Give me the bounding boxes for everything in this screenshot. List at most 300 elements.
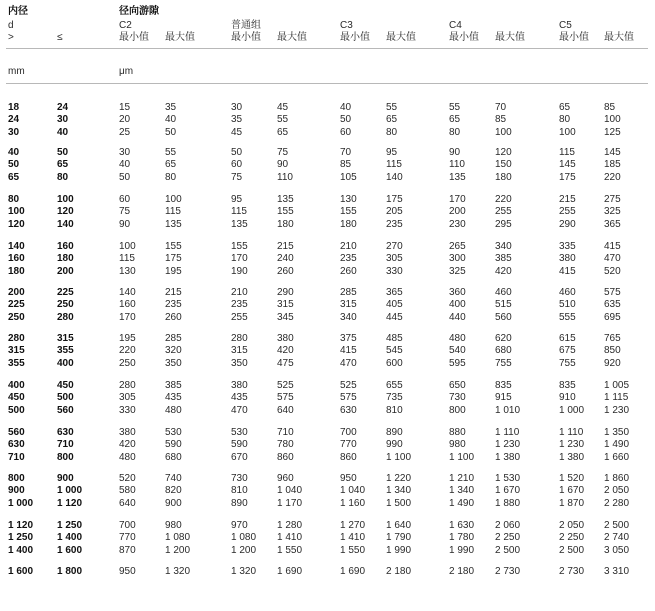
bore-from-cell: 200 — [8, 287, 25, 298]
clearance-value-cell: 60 — [231, 159, 243, 171]
bore-from-cell: 800 — [8, 473, 25, 484]
bore-from-cell: 560 — [8, 427, 25, 438]
clearance-value-cell: 1 115 — [604, 392, 629, 404]
clearance-value-cell: 145 — [559, 159, 576, 171]
bore-to-cell: 400 — [57, 357, 74, 369]
clearance-value-cell: 2 180 — [449, 566, 475, 577]
clearance-value-cell: 195 — [119, 333, 136, 344]
clearance-value-cell: 555 — [559, 311, 576, 323]
clearance-value-cell: 1 080 — [231, 532, 257, 544]
clearance-value-cell: 260 — [165, 311, 182, 323]
clearance-value-cell: 90 — [119, 218, 131, 230]
clearance-value-cell: 170 — [449, 194, 466, 205]
clearance-value-cell: 385 — [165, 380, 182, 391]
bore-to-cell: 24 — [57, 102, 69, 113]
clearance-value-cell: 880 — [449, 427, 466, 438]
bore-from-cell: 400 — [8, 380, 25, 391]
clearance-value-cell: 155 — [277, 206, 294, 218]
clearance-value-cell: 65 — [386, 114, 398, 126]
clearance-value-cell: 485 — [386, 333, 403, 344]
clearance-value-cell: 340 — [495, 241, 512, 252]
clearance-value-cell: 990 — [386, 439, 403, 451]
clearance-value-cell: 295 — [495, 218, 512, 230]
clearance-value-cell: 630 — [340, 404, 357, 416]
clearance-value-cell: 380 — [559, 253, 576, 265]
clearance-value-cell: 1 040 — [340, 485, 366, 497]
clearance-value-cell: 1 670 — [495, 485, 521, 497]
clearance-value-cell: 695 — [604, 311, 621, 323]
clearance-value-cell: 515 — [495, 299, 512, 311]
clearance-value-cell: 835 — [495, 380, 512, 391]
clearance-value-cell: 360 — [449, 287, 466, 298]
bore-from-cell: 280 — [8, 333, 25, 344]
bore-to-cell: 1 120 — [57, 497, 83, 509]
bore-from-cell: 24 — [8, 114, 20, 126]
bore-to-cell: 80 — [57, 171, 69, 183]
clearance-value-cell: 780 — [277, 439, 294, 451]
clearance-value-cell: 420 — [119, 439, 136, 451]
clearance-value-cell: 755 — [495, 357, 512, 369]
clearance-value-cell: 860 — [340, 451, 357, 463]
clearance-value-cell: 670 — [231, 451, 248, 463]
clearance-value-cell: 110 — [277, 171, 293, 183]
clearance-value-cell: 460 — [559, 287, 576, 298]
clearance-value-cell: 185 — [604, 159, 621, 171]
bore-from-cell: 355 — [8, 357, 25, 369]
bore-to-cell: 120 — [57, 206, 74, 218]
clearance-value-cell: 730 — [449, 392, 466, 404]
bore-to-cell: 900 — [57, 473, 74, 484]
clearance-value-cell: 1 040 — [277, 485, 303, 497]
clearance-value-cell: 1 100 — [449, 451, 475, 463]
bore-to-cell: 250 — [57, 299, 74, 311]
bore-from-cell: 100 — [8, 206, 25, 218]
clearance-value-cell: 950 — [340, 473, 357, 484]
clearance-value-cell: 125 — [604, 126, 621, 138]
clearance-value-cell: 100 — [165, 194, 182, 205]
clearance-value-cell: 115 — [386, 159, 402, 171]
clearance-value-cell: 115 — [231, 206, 247, 218]
clearance-value-cell: 80 — [165, 171, 177, 183]
clearance-value-cell: 810 — [231, 485, 248, 497]
bore-from-cell: 450 — [8, 392, 25, 404]
clearance-value-cell: 1 410 — [277, 532, 303, 544]
clearance-value-cell: 1 340 — [449, 485, 475, 497]
bore-to-cell: 355 — [57, 345, 74, 357]
clearance-value-cell: 265 — [449, 241, 466, 252]
clearance-value-cell: 1 520 — [559, 473, 585, 484]
clearance-value-cell: 440 — [449, 311, 466, 323]
clearance-value-cell: 255 — [231, 311, 248, 323]
clearance-value-cell: 135 — [277, 194, 294, 205]
clearance-value-cell: 755 — [559, 357, 576, 369]
clearance-value-cell: 210 — [340, 241, 357, 252]
clearance-value-cell: 1 230 — [495, 439, 521, 451]
clearance-value-cell: 1 640 — [386, 520, 412, 531]
clearance-value-cell: 285 — [165, 333, 182, 344]
clearance-value-cell: 545 — [386, 345, 403, 357]
clearance-value-cell: 100 — [495, 126, 512, 138]
clearance-value-cell: 15 — [119, 102, 131, 113]
clearance-value-cell: 2 250 — [559, 532, 585, 544]
clearance-value-cell: 480 — [449, 333, 466, 344]
clearance-value-cell: 1 230 — [604, 404, 630, 416]
bore-from-cell: 250 — [8, 311, 25, 323]
clearance-value-cell: 1 320 — [165, 566, 191, 577]
clearance-value-cell: 1 410 — [340, 532, 366, 544]
clearance-value-cell: 1 380 — [559, 451, 585, 463]
group-header-c2: C2 — [119, 20, 132, 31]
max-label: 最大值 — [604, 32, 634, 43]
clearance-value-cell: 55 — [386, 102, 398, 113]
clearance-value-cell: 220 — [495, 194, 512, 205]
clearance-value-cell: 2 060 — [495, 520, 521, 531]
clearance-value-cell: 140 — [119, 287, 136, 298]
bore-to-cell: 710 — [57, 439, 74, 451]
bore-to-cell: 140 — [57, 218, 74, 230]
clearance-value-cell: 2 500 — [559, 544, 585, 556]
bore-from-cell: 1 120 — [8, 520, 34, 531]
clearance-value-cell: 2 500 — [495, 544, 521, 556]
max-label: 最大值 — [495, 32, 525, 43]
clearance-value-cell: 415 — [604, 241, 621, 252]
clearance-value-cell: 115 — [119, 253, 135, 265]
bore-to-cell: 200 — [57, 265, 74, 277]
clearance-value-cell: 30 — [231, 102, 243, 113]
clearance-value-cell: 80 — [449, 126, 461, 138]
clearance-value-cell: 380 — [119, 427, 136, 438]
clearance-value-cell: 70 — [495, 102, 507, 113]
clearance-value-cell: 735 — [386, 392, 403, 404]
clearance-value-cell: 100 — [604, 114, 621, 126]
clearance-value-cell: 475 — [277, 357, 294, 369]
bore-from-cell: 65 — [8, 171, 20, 183]
clearance-value-cell: 330 — [386, 265, 403, 277]
clearance-value-cell: 1 320 — [231, 566, 257, 577]
clearance-value-cell: 2 050 — [604, 485, 630, 497]
bore-to-cell: 800 — [57, 451, 74, 463]
clearance-value-cell: 65 — [449, 114, 461, 126]
clearance-value-cell: 365 — [604, 218, 621, 230]
clearance-value-cell: 380 — [277, 333, 294, 344]
clearance-value-cell: 420 — [277, 345, 294, 357]
clearance-value-cell: 415 — [559, 265, 576, 277]
clearance-value-cell: 920 — [604, 357, 621, 369]
clearance-value-cell: 95 — [231, 194, 243, 205]
clearance-value-cell: 560 — [495, 311, 512, 323]
clearance-value-cell: 1 990 — [449, 544, 475, 556]
clearance-value-cell: 1 670 — [559, 485, 585, 497]
clearance-value-cell: 35 — [231, 114, 243, 126]
clearance-value-cell: 290 — [277, 287, 294, 298]
clearance-value-cell: 510 — [559, 299, 576, 311]
clearance-value-cell: 770 — [119, 532, 136, 544]
clearance-value-cell: 590 — [165, 439, 182, 451]
clearance-value-cell: 110 — [449, 159, 465, 171]
clearance-value-cell: 155 — [231, 241, 248, 252]
clearance-value-cell: 1 990 — [386, 544, 412, 556]
clearance-value-cell: 50 — [231, 147, 243, 158]
group-header-normal: 普通组 — [231, 20, 261, 31]
clearance-value-cell: 55 — [449, 102, 461, 113]
clearance-value-cell: 215 — [277, 241, 294, 252]
bore-to-cell: 1 000 — [57, 485, 83, 497]
clearance-value-cell: 980 — [449, 439, 466, 451]
clearance-value-cell: 85 — [495, 114, 507, 126]
bore-from-cell: 180 — [8, 265, 25, 277]
clearance-value-cell: 1 530 — [495, 473, 521, 484]
clearance-value-cell: 350 — [231, 357, 248, 369]
clearance-value-cell: 135 — [231, 218, 248, 230]
clearance-value-cell: 335 — [559, 241, 576, 252]
unit-um: μm — [119, 66, 134, 77]
max-label: 最大值 — [386, 32, 416, 43]
clearance-value-cell: 45 — [277, 102, 289, 113]
clearance-value-cell: 1 340 — [386, 485, 412, 497]
group-header-c5: C5 — [559, 20, 572, 31]
clearance-value-cell: 135 — [165, 218, 182, 230]
max-label: 最大值 — [165, 32, 195, 43]
clearance-value-cell: 675 — [559, 345, 576, 357]
clearance-value-cell: 235 — [340, 253, 357, 265]
clearance-value-cell: 1 270 — [340, 520, 366, 531]
clearance-value-cell: 105 — [340, 171, 357, 183]
clearance-value-cell: 1 780 — [449, 532, 475, 544]
le-label: ≤ — [57, 32, 63, 43]
clearance-value-cell: 740 — [165, 473, 182, 484]
clearance-value-cell: 710 — [277, 427, 294, 438]
clearance-value-cell: 400 — [449, 299, 466, 311]
clearance-value-cell: 2 050 — [559, 520, 585, 531]
clearance-value-cell: 1 000 — [559, 404, 585, 416]
clearance-value-cell: 305 — [119, 392, 136, 404]
clearance-value-cell: 460 — [495, 287, 512, 298]
clearance-title: 径向游隙 — [119, 6, 159, 17]
clearance-value-cell: 115 — [165, 206, 181, 218]
clearance-value-cell: 580 — [119, 485, 136, 497]
clearance-value-cell: 210 — [231, 287, 248, 298]
clearance-value-cell: 235 — [386, 218, 403, 230]
max-label: 最大值 — [277, 32, 307, 43]
clearance-value-cell: 915 — [495, 392, 512, 404]
unit-mm: mm — [8, 66, 25, 77]
clearance-value-cell: 590 — [231, 439, 248, 451]
bore-to-cell: 1 250 — [57, 520, 83, 531]
clearance-value-cell: 1 880 — [495, 497, 521, 509]
bore-to-cell: 40 — [57, 126, 69, 138]
bore-from-cell: 160 — [8, 253, 25, 265]
bore-from-cell: 140 — [8, 241, 25, 252]
clearance-value-cell: 175 — [386, 194, 403, 205]
clearance-value-cell: 255 — [559, 206, 576, 218]
clearance-value-cell: 365 — [386, 287, 403, 298]
clearance-value-cell: 75 — [277, 147, 289, 158]
clearance-value-cell: 910 — [559, 392, 576, 404]
clearance-value-cell: 55 — [277, 114, 289, 126]
bore-from-cell: 18 — [8, 102, 20, 113]
clearance-value-cell: 435 — [231, 392, 248, 404]
clearance-value-cell: 230 — [449, 218, 466, 230]
clearance-value-cell: 420 — [495, 265, 512, 277]
clearance-value-cell: 45 — [231, 126, 243, 138]
clearance-value-cell: 200 — [449, 206, 466, 218]
clearance-value-cell: 960 — [277, 473, 294, 484]
clearance-value-cell: 540 — [449, 345, 466, 357]
clearance-value-cell: 1 110 — [495, 427, 520, 438]
clearance-value-cell: 1 550 — [277, 544, 303, 556]
bore-from-cell: 900 — [8, 485, 25, 497]
clearance-value-cell: 835 — [559, 380, 576, 391]
clearance-value-cell: 1 280 — [277, 520, 303, 531]
clearance-value-cell: 810 — [386, 404, 403, 416]
clearance-value-cell: 50 — [340, 114, 352, 126]
clearance-value-cell: 170 — [119, 311, 136, 323]
clearance-value-cell: 575 — [277, 392, 294, 404]
clearance-value-cell: 2 740 — [604, 532, 630, 544]
bore-from-cell: 500 — [8, 404, 25, 416]
min-label: 最小值 — [119, 32, 149, 43]
bore-to-cell: 1 800 — [57, 566, 83, 577]
clearance-value-cell: 80 — [559, 114, 571, 126]
clearance-value-cell: 30 — [119, 147, 131, 158]
clearance-value-cell: 575 — [340, 392, 357, 404]
clearance-value-cell: 65 — [277, 126, 289, 138]
clearance-value-cell: 1 100 — [386, 451, 412, 463]
clearance-value-cell: 40 — [119, 159, 131, 171]
clearance-value-cell: 525 — [340, 380, 357, 391]
clearance-value-cell: 890 — [231, 497, 248, 509]
clearance-value-cell: 255 — [495, 206, 512, 218]
clearance-value-cell: 2 180 — [386, 566, 412, 577]
clearance-value-cell: 135 — [449, 171, 466, 183]
clearance-value-cell: 1 860 — [604, 473, 630, 484]
clearance-value-cell: 85 — [604, 102, 616, 113]
bore-to-cell: 280 — [57, 311, 74, 323]
bore-from-cell: 40 — [8, 147, 20, 158]
clearance-value-cell: 1 200 — [231, 544, 257, 556]
clearance-value-cell: 765 — [604, 333, 621, 344]
clearance-value-cell: 320 — [165, 345, 182, 357]
clearance-value-cell: 530 — [231, 427, 248, 438]
bore-from-cell: 1 250 — [8, 532, 34, 544]
bore-to-cell: 30 — [57, 114, 69, 126]
clearance-value-cell: 480 — [119, 451, 136, 463]
clearance-value-cell: 1 005 — [604, 380, 630, 391]
clearance-value-cell: 195 — [165, 265, 182, 277]
clearance-value-cell: 415 — [340, 345, 357, 357]
clearance-value-cell: 1 870 — [559, 497, 585, 509]
bore-to-cell: 630 — [57, 427, 74, 438]
clearance-value-cell: 215 — [559, 194, 576, 205]
clearance-value-cell: 680 — [495, 345, 512, 357]
clearance-value-cell: 385 — [495, 253, 512, 265]
min-label: 最小值 — [449, 32, 479, 43]
clearance-value-cell: 1 210 — [449, 473, 475, 484]
bore-to-cell: 50 — [57, 147, 69, 158]
clearance-value-cell: 275 — [604, 194, 621, 205]
clearance-value-cell: 90 — [277, 159, 289, 171]
clearance-value-cell: 375 — [340, 333, 357, 344]
clearance-value-cell: 380 — [231, 380, 248, 391]
clearance-value-cell: 190 — [231, 265, 248, 277]
clearance-value-cell: 2 280 — [604, 497, 630, 509]
clearance-value-cell: 50 — [119, 171, 131, 183]
bore-to-cell: 315 — [57, 333, 74, 344]
clearance-value-cell: 650 — [449, 380, 466, 391]
clearance-value-cell: 35 — [165, 102, 177, 113]
clearance-value-cell: 155 — [340, 206, 357, 218]
clearance-value-cell: 800 — [449, 404, 466, 416]
clearance-value-cell: 25 — [119, 126, 131, 138]
bore-to-cell: 560 — [57, 404, 74, 416]
clearance-value-cell: 20 — [119, 114, 131, 126]
clearance-value-cell: 160 — [119, 299, 136, 311]
clearance-value-cell: 1 160 — [340, 497, 366, 509]
clearance-value-cell: 95 — [386, 147, 398, 158]
bore-from-cell: 710 — [8, 451, 25, 463]
clearance-value-cell: 680 — [165, 451, 182, 463]
clearance-value-cell: 150 — [495, 159, 512, 171]
clearance-value-cell: 1 660 — [604, 451, 630, 463]
clearance-value-cell: 115 — [559, 147, 575, 158]
bore-to-cell: 450 — [57, 380, 74, 391]
clearance-value-cell: 170 — [231, 253, 248, 265]
clearance-value-cell: 235 — [231, 299, 248, 311]
clearance-value-cell: 300 — [449, 253, 466, 265]
clearance-value-cell: 260 — [277, 265, 294, 277]
clearance-value-cell: 1 170 — [277, 497, 303, 509]
clearance-value-cell: 130 — [119, 265, 136, 277]
clearance-value-cell: 40 — [165, 114, 177, 126]
clearance-value-cell: 220 — [119, 345, 136, 357]
clearance-value-cell: 75 — [231, 171, 243, 183]
clearance-value-cell: 325 — [604, 206, 621, 218]
header-divider — [6, 48, 648, 49]
clearance-value-cell: 950 — [119, 566, 136, 577]
bore-from-cell: 80 — [8, 194, 20, 205]
clearance-value-cell: 850 — [604, 345, 621, 357]
clearance-value-cell: 1 350 — [604, 427, 630, 438]
clearance-value-cell: 315 — [277, 299, 294, 311]
clearance-value-cell: 520 — [119, 473, 136, 484]
clearance-value-cell: 280 — [231, 333, 248, 344]
clearance-value-cell: 2 730 — [559, 566, 585, 577]
clearance-value-cell: 130 — [340, 194, 357, 205]
bore-to-cell: 500 — [57, 392, 74, 404]
clearance-value-cell: 285 — [340, 287, 357, 298]
clearance-value-cell: 730 — [231, 473, 248, 484]
clearance-value-cell: 405 — [386, 299, 403, 311]
clearance-value-cell: 330 — [119, 404, 136, 416]
clearance-value-cell: 1 110 — [559, 427, 584, 438]
bore-from-cell: 120 — [8, 218, 25, 230]
clearance-value-cell: 55 — [165, 147, 177, 158]
clearance-value-cell: 700 — [340, 427, 357, 438]
clearance-value-cell: 50 — [165, 126, 177, 138]
clearance-value-cell: 820 — [165, 485, 182, 497]
clearance-value-cell: 655 — [386, 380, 403, 391]
clearance-value-cell: 100 — [559, 126, 576, 138]
bore-to-cell: 65 — [57, 159, 69, 171]
clearance-value-cell: 970 — [231, 520, 248, 531]
clearance-value-cell: 220 — [604, 171, 621, 183]
clearance-value-cell: 250 — [119, 357, 136, 369]
clearance-value-cell: 1 080 — [165, 532, 191, 544]
clearance-value-cell: 85 — [340, 159, 352, 171]
bore-from-cell: 50 — [8, 159, 20, 171]
clearance-value-cell: 1 630 — [449, 520, 475, 531]
clearance-value-cell: 315 — [231, 345, 248, 357]
